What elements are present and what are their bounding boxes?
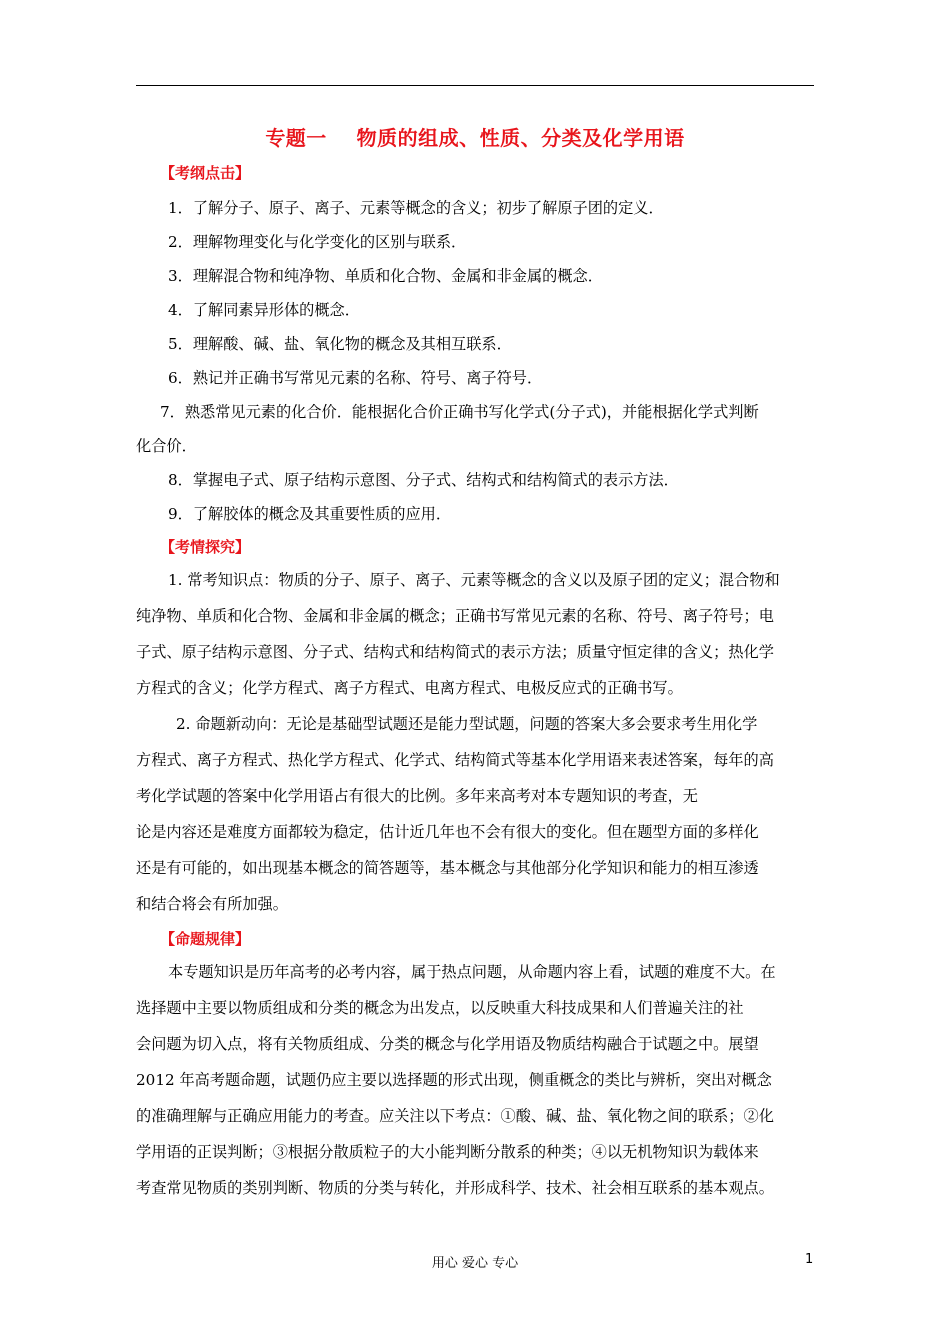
outline-item: 8．掌握电子式、原子结构示意图、分子式、结构式和结构简式的表示方法． xyxy=(168,471,679,489)
rules-line: 考查常见物质的类别判断、物质的分类与转化，并形成科学、技术、社会相互联系的基本观点。 xyxy=(136,1179,774,1197)
outline-item-continued: 化合价． xyxy=(136,437,197,455)
analysis-line: 方程式、离子方程式、热化学方程式、化学式、结构简式等基本化学用语来表述答案，每年的高 xyxy=(136,751,774,769)
outline-item: 5．理解酸、碱、盐、氧化物的概念及其相互联系． xyxy=(168,335,512,353)
page-number: 1 xyxy=(805,1252,814,1267)
analysis-line: 考化学试题的答案中化学用语占有很大的比例。多年来高考对本专题知识的考查，无 xyxy=(136,787,698,805)
page-title: 专题一 物质的组成、性质、分类及化学用语 xyxy=(265,126,685,150)
rules-line: 选择题中主要以物质组成和分类的概念为出发点，以反映重大科技成果和人们普遍关注的社 xyxy=(136,999,744,1017)
outline-item: 2．理解物理变化与化学变化的区别与联系． xyxy=(168,233,467,251)
footer-slogan: 用心 爱心 专心 xyxy=(431,1256,519,1271)
analysis-line: 2. 命题新动向：无论是基础型试题还是能力型试题，问题的答案大多会要求考生用化学 xyxy=(176,715,758,733)
analysis-line: 和结合将会有所加强。 xyxy=(136,895,288,913)
analysis-line: 论是内容还是难度方面都较为稳定，估计近几年也不会有很大的变化。但在题型方面的多样化 xyxy=(136,823,759,841)
rules-line: 学用语的正误判断；③根据分散质粒子的大小能判断分散系的种类；④以无机物知识为载体来 xyxy=(136,1143,759,1161)
rules-line: 本专题知识是历年高考的必考内容，属于热点问题，从命题内容上看，试题的难度不大。在 xyxy=(168,963,776,981)
section-heading-rules: 【命题规律】 xyxy=(160,930,251,948)
rules-line: 2012 年高考题命题，试题仍应主要以选择题的形式出现，侧重概念的类比与辨析，突出对概念 xyxy=(136,1071,772,1089)
rules-line: 会问题为切入点，将有关物质组成、分类的概念与化学用语及物质结构融合于试题之中。展望 xyxy=(136,1035,759,1053)
outline-item: 9．了解胶体的概念及其重要性质的应用． xyxy=(168,505,452,523)
outline-item: 4．了解同素异形体的概念． xyxy=(168,301,360,319)
analysis-line: 1. 常考知识点：物质的分子、原子、离子、元素等概念的含义以及原子团的定义；混合物和 xyxy=(168,571,780,589)
analysis-line: 还是有可能的，如出现基本概念的简答题等，基本概念与其他部分化学知识和能力的相互渗透 xyxy=(136,859,759,877)
analysis-line: 方程式的含义；化学方程式、离子方程式、电离方程式、电极反应式的正确书写。 xyxy=(136,679,683,697)
header-rule xyxy=(136,85,814,86)
outline-item: 1．了解分子、原子、离子、元素等概念的含义；初步了解原子团的定义． xyxy=(168,199,664,217)
rules-line: 的准确理解与正确应用能力的考查。应关注以下考点：①酸、碱、盐、氧化物之间的联系；②化 xyxy=(136,1107,774,1125)
analysis-line: 纯净物、单质和化合物、金属和非金属的概念；正确书写常见元素的名称、符号、离子符号；电 xyxy=(136,607,774,625)
section-heading-analysis: 【考情探究】 xyxy=(160,538,251,556)
section-heading-outline: 【考纲点击】 xyxy=(160,164,251,182)
outline-item: 3．理解混合物和纯净物、单质和化合物、金属和非金属的概念． xyxy=(168,267,603,285)
outline-item: 6．熟记并正确书写常见元素的名称、符号、离子符号． xyxy=(168,369,543,387)
analysis-line: 子式、原子结构示意图、分子式、结构式和结构简式的表示方法；质量守恒定律的含义；热化学 xyxy=(136,643,774,661)
outline-item: 7．熟悉常见元素的化合价．能根据化合价正确书写化学式(分子式)，并能根据化学式判断 xyxy=(160,403,759,421)
